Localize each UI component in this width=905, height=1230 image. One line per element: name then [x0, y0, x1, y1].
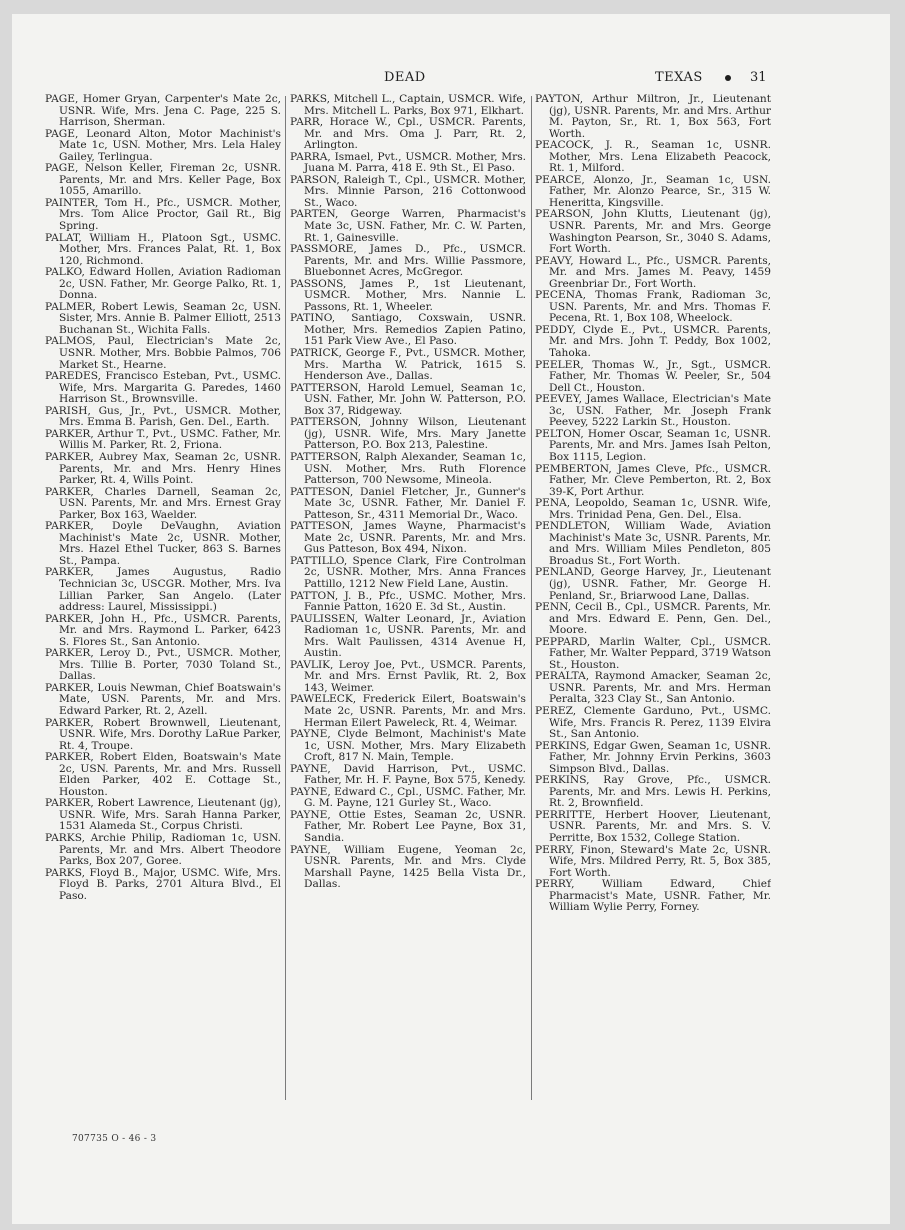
casualty-entry: PENDLETON, William Wade, Aviation Machinist's Mate 3c, USNR. Parents, Mr. and Mrs. William Miles Pendleton, 805 Broadus St., Fort Worth. [535, 520, 771, 567]
casualty-entry: PARISH, Gus, Jr., Pvt., USMCR. Mother, Mrs. Emma B. Parish, Gen. Del., Earth. [45, 404, 281, 429]
casualty-entry: PECENA, Thomas Frank, Radioman 3c, USN. Parents, Mr. and Mrs. Thomas F. Pecena, Rt. 1, Box 108, Wheelock. [535, 289, 771, 325]
casualty-entry: PAINTER, Tom H., Pfc., USMCR. Mother, Mrs. Tom Alice Proctor, Gail Rt., Big Spring. [45, 196, 281, 233]
section-title: DEAD [384, 70, 426, 85]
casualty-entry: PEELER, Thomas W., Jr., Sgt., USMCR. Father, Mr. Thomas W. Peeler, Sr., 504 Dell Ct., Houston. [535, 358, 771, 394]
casualty-entry: PATTERSON, Johnny Wilson, Lieutenant (jg), USNR. Wife, Mrs. Mary Janette Patterson, P.O. Box 213, Palestine. [290, 416, 526, 452]
casualty-entry: PERRY, Finon, Steward's Mate 2c, USNR. Wife, Mrs. Mildred Perry, Rt. 5, Box 385, Fort Worth. [535, 843, 771, 879]
casualty-entry: PEPPARD, Marlin Walter, Cpl., USMCR. Father, Mr. Walter Peppard, 3719 Watson St., Houston. [535, 635, 771, 671]
print-code: 707735 O - 46 - 3 [72, 1134, 157, 1144]
casualty-entry: PALMOS, Paul, Electrician's Mate 2c, USNR. Mother, Mrs. Bobbie Palmos, 706 Market St., Hearne. [45, 335, 281, 371]
casualty-entry: PAYNE, David Harrison, Pvt., USMC. Father, Mr. H. F. Payne, Box 575, Kenedy. [290, 762, 526, 787]
bullet-dot-icon [725, 75, 731, 81]
casualty-entry: PAVLIK, Leroy Joe, Pvt., USMCR. Parents, Mr. and Mrs. Ernst Pavlik, Rt. 2, Box 143, Weimer. [290, 658, 526, 694]
casualty-entry: PAYTON, Arthur Miltron, Jr., Lieutenant (jg), USNR. Parents, Mr. and Mrs. Arthur M. Payton, Sr., Rt. 1, Box 563, Fort Worth. [535, 94, 771, 140]
casualty-entry: PASSMORE, James D., Pfc., USMCR. Parents, Mr. and Mrs. Willie Passmore, Bluebonnet Acres, McGregor. [290, 243, 526, 279]
casualty-entry: PERRY, William Edward, Chief Pharmacist's Mate, USNR. Father, Mr. William Wylie Perry, Forney. [535, 878, 771, 914]
casualty-entry: PARKS, Floyd B., Major, USMC. Wife, Mrs. Floyd B. Parks, 2701 Altura Blvd., El Paso. [45, 866, 281, 902]
casualty-entry: PERKINS, Edgar Gwen, Seaman 1c, USNR. Father, Mr. Johnny Ervin Perkins, 3603 Simpson Blvd., Dallas. [535, 739, 771, 775]
casualty-entry: PATTON, J. B., Pfc., USMC. Mother, Mrs. Fannie Patton, 1620 E. 3d St., Austin. [290, 589, 526, 614]
casualty-entry: PALKO, Edward Hollen, Aviation Radioman 2c, USN. Father, Mr. George Palko, Rt. 1, Donna. [45, 266, 281, 302]
casualty-entry: PATRICK, George F., Pvt., USMCR. Mother, Mrs. Martha W. Patrick, 1615 S. Henderson Ave., Dallas. [290, 347, 526, 383]
column-divider [285, 96, 286, 1100]
state-name: TEXAS [655, 70, 703, 85]
casualty-entry: PENN, Cecil B., Cpl., USMCR. Parents, Mr. and Mrs. Edward E. Penn, Gen. Del., Moore. [535, 601, 771, 637]
casualty-entry: PAULISSEN, Walter Leonard, Jr., Aviation Radioman 1c, USNR. Parents, Mr. and Mrs. Walt Paulissen, 4314 Avenue H, Austin. [290, 612, 526, 660]
casualty-entry: PEMBERTON, James Cleve, Pfc., USMCR. Father, Mr. Cleve Pemberton, Rt. 2, Box 39-K, Port Arthur. [535, 462, 771, 498]
casualty-entry: PATINO, Santiago, Coxswain, USNR. Mother, Mrs. Remedios Zapien Patino, 151 Park View Ave., El Paso. [290, 312, 526, 348]
casualty-entry: PENLAND, George Harvey, Jr., Lieutenant (jg), USNR. Father, Mr. George H. Penland, Sr., Briarwood Lane, Dallas. [535, 566, 771, 602]
casualty-entry: PATTESON, Daniel Fletcher, Jr., Gunner's Mate 3c, USNR. Father, Mr. Daniel F. Patteson, Sr., 4311 Memorial Dr., Waco. [290, 485, 526, 521]
casualty-entry: PERKINS, Ray Grove, Pfc., USMCR. Parents, Mr. and Mrs. Lewis H. Perkins, Rt. 2, Brownfield. [535, 774, 771, 810]
casualty-entry: PARKER, Robert Brownwell, Lieutenant, USNR. Wife, Mrs. Dorothy LaRue Parker, Rt. 4, Troupe. [45, 716, 281, 752]
casualty-entry: PARKER, Arthur T., Pvt., USMC. Father, Mr. Willis M. Parker, Rt. 2, Friona. [45, 427, 281, 452]
casualty-entry: PAYNE, Ottie Estes, Seaman 2c, USNR. Father, Mr. Robert Lee Payne, Box 31, Sandia. [290, 808, 526, 844]
casualty-entry: PENA, Leopoldo, Seaman 1c, USNR. Wife, Mrs. Trinidad Pena, Gen. Del., Elsa. [535, 497, 771, 521]
column-divider [531, 96, 532, 1100]
casualty-entry: PARR, Horace W., Cpl., USMCR. Parents, Mr. and Mrs. Oma J. Parr, Rt. 2, Arlington. [290, 116, 526, 152]
casualty-column-1 [45, 94, 281, 1094]
casualty-entry: PALMER, Robert Lewis, Seaman 2c, USN. Sister, Mrs. Annie B. Palmer Elliott, 2513 Buchanan St., Wichita Falls. [45, 300, 281, 336]
casualty-entry: PARKS, Mitchell L., Captain, USMCR. Wife, Mrs. Mitchell L. Parks, Box 971, Elkhart. [290, 94, 526, 117]
page-header [12, 70, 890, 90]
casualty-entry: PARKER, Leroy D., Pvt., USMCR. Mother, Mrs. Tillie B. Porter, 7030 Toland St., Dallas. [45, 647, 281, 683]
casualty-entry: PARKER, James Augustus, Radio Technician 3c, USCGR. Mother, Mrs. Iva Lillian Parker, San Angelo. (Later address: Laurel, Mississippi.) [45, 566, 281, 614]
casualty-entry: PARSON, Raleigh T., Cpl., USMCR. Mother, Mrs. Minnie Parson, 216 Cottonwood St., Waco. [290, 173, 526, 209]
casualty-entry: PERRITTE, Herbert Hoover, Lieutenant, USNR. Parents, Mr. and Mrs. S. V. Perritte, Box 1532, College Station. [535, 808, 771, 844]
casualty-entry: PARRA, Ismael, Pvt., USMCR. Mother, Mrs. Juana M. Parra, 418 E. 9th St., El Paso. [290, 150, 526, 175]
casualty-entry: PEACOCK, J. R., Seaman 1c, USNR. Mother, Mrs. Lena Elizabeth Peacock, Rt. 1, Milford. [535, 139, 771, 175]
casualty-column-3 [535, 94, 771, 1094]
casualty-entry: PARKS, Archie Philip, Radioman 1c, USN. Parents, Mr. and Mrs. Albert Theodore Parks, Box 207, Goree. [45, 832, 281, 868]
casualty-entry: PEARSON, John Klutts, Lieutenant (jg), USNR. Parents, Mr. and Mrs. George Washington Pearson, Sr., 3040 S. Adams, Fort Worth. [535, 208, 771, 256]
casualty-entry: PASSONS, James P., 1st Lieutenant, USMCR. Mother, Mrs. Nannie L. Passons, Rt. 1, Wheeler. [290, 277, 526, 313]
casualty-entry: PAYNE, Edward C., Cpl., USMC. Father, Mr. G. M. Payne, 121 Gurley St., Waco. [290, 785, 526, 810]
document-page [12, 14, 890, 1224]
casualty-entry: PARKER, Robert Lawrence, Lieutenant (jg), USNR. Wife, Mrs. Sarah Hanna Parker, 1531 Alameda St., Corpus Christi. [45, 797, 281, 833]
casualty-entry: PARKER, John H., Pfc., USMCR. Parents, Mr. and Mrs. Raymond L. Parker, 6423 S. Flores St., San Antonio. [45, 612, 281, 648]
casualty-entry: PATTERSON, Ralph Alexander, Seaman 1c, USN. Mother, Mrs. Ruth Florence Patterson, 700 Newsome, Mineola. [290, 450, 526, 487]
casualty-entry: PAGE, Leonard Alton, Motor Machinist's Mate 1c, USN. Mother, Mrs. Lela Haley Gailey, Terlingua. [45, 127, 281, 163]
casualty-entry: PEDDY, Clyde E., Pvt., USMCR. Parents, Mr. and Mrs. John T. Peddy, Box 1002, Tahoka. [535, 323, 771, 360]
page-number: 31 [750, 70, 767, 85]
casualty-entry: PARKER, Aubrey Max, Seaman 2c, USNR. Parents, Mr. and Mrs. Henry Hines Parker, Rt. 4, Wills Point. [45, 450, 281, 487]
casualty-entry: PELTON, Homer Oscar, Seaman 1c, USNR. Parents, Mr. and Mrs. James Isah Pelton, Box 1115, Legion. [535, 427, 771, 463]
casualty-entry: PEREZ, Clemente Garduno, Pvt., USMC. Wife, Mrs. Francis R. Perez, 1139 Elvira St., San Antonio. [535, 704, 771, 741]
casualty-entry: PAREDES, Francisco Esteban, Pvt., USMC. Wife, Mrs. Margarita G. Paredes, 1460 Harrison St., Brownsville. [45, 370, 281, 406]
casualty-entry: PAWELECK, Frederick Eilert, Boatswain's Mate 2c, USNR. Parents, Mr. and Mrs. Herman Eilert Paweleck, Rt. 4, Weimar. [290, 693, 526, 729]
casualty-entry: PAYNE, Clyde Belmont, Machinist's Mate 1c, USN. Mother, Mrs. Mary Elizabeth Croft, 817 N. Main, Temple. [290, 728, 526, 764]
casualty-entry: PAYNE, William Eugene, Yeoman 2c, USNR. Parents, Mr. and Mrs. Clyde Marshall Payne, 1425 Bella Vista Dr., Dallas. [290, 843, 526, 891]
casualty-entry: PARKER, Charles Darnell, Seaman 2c, USN. Parents, Mr. and Mrs. Ernest Gray Parker, Box 163, Waelder. [45, 485, 281, 521]
casualty-entry: PARKER, Robert Elden, Boatswain's Mate 2c, USN. Parents, Mr. and Mrs. Russell Elden Parker, 402 E. Cottage St., Houston. [45, 751, 281, 798]
casualty-entry: PEAVY, Howard L., Pfc., USMCR. Parents, Mr. and Mrs. James M. Peavy, 1459 Greenbriar Dr., Fort Worth. [535, 254, 771, 290]
casualty-column-2 [290, 94, 526, 1094]
casualty-entry: PARTEN, George Warren, Pharmacist's Mate 3c, USN. Father, Mr. C. W. Parten, Rt. 1, Gainesville. [290, 208, 526, 244]
casualty-entry: PEEVEY, James Wallace, Electrician's Mate 3c, USN. Father, Mr. Joseph Frank Peevey, 5222 Larkin St., Houston. [535, 393, 771, 429]
casualty-entry: PALAT, William H., Platoon Sgt., USMC. Mother, Mrs. Frances Palat, Rt. 1, Box 120, Richmond. [45, 231, 281, 267]
casualty-entry: PAGE, Homer Gryan, Carpenter's Mate 2c, USNR. Wife, Mrs. Jena C. Page, 225 S. Harrison, Sherman. [45, 94, 281, 129]
casualty-entry: PERALTA, Raymond Amacker, Seaman 2c, USNR. Parents, Mr. and Mrs. Herman Peralta, 323 Clay St., San Antonio. [535, 670, 771, 706]
casualty-entry: PATTILLO, Spence Clark, Fire Controlman 2c, USNR. Mother, Mrs. Anna Frances Pattillo, 1212 New Field Lane, Austin. [290, 554, 526, 590]
casualty-entry: PATTESON, James Wayne, Pharmacist's Mate 2c, USNR. Parents, Mr. and Mrs. Gus Patteson, Box 494, Nixon. [290, 520, 526, 556]
casualty-entry: PAGE, Nelson Keller, Fireman 2c, USNR. Parents, Mr. and Mrs. Keller Page, Box 1055, Amarillo. [45, 162, 281, 198]
casualty-entry: PARKER, Louis Newman, Chief Boatswain's Mate, USN. Parents, Mr. and Mrs. Edward Parker, Rt. 2, Azell. [45, 681, 281, 717]
casualty-entry: PATTERSON, Harold Lemuel, Seaman 1c, USN. Father, Mr. John W. Patterson, P.O. Box 37, Ridgeway. [290, 381, 526, 417]
casualty-entry: PARKER, Doyle DeVaughn, Aviation Machinist's Mate 2c, USNR. Mother, Mrs. Hazel Ethel Tucker, 863 S. Barnes St., Pampa. [45, 520, 281, 567]
casualty-entry: PEARCE, Alonzo, Jr., Seaman 1c, USN. Father, Mr. Alonzo Pearce, Sr., 315 W. Heneritta, Kingsville. [535, 173, 771, 209]
